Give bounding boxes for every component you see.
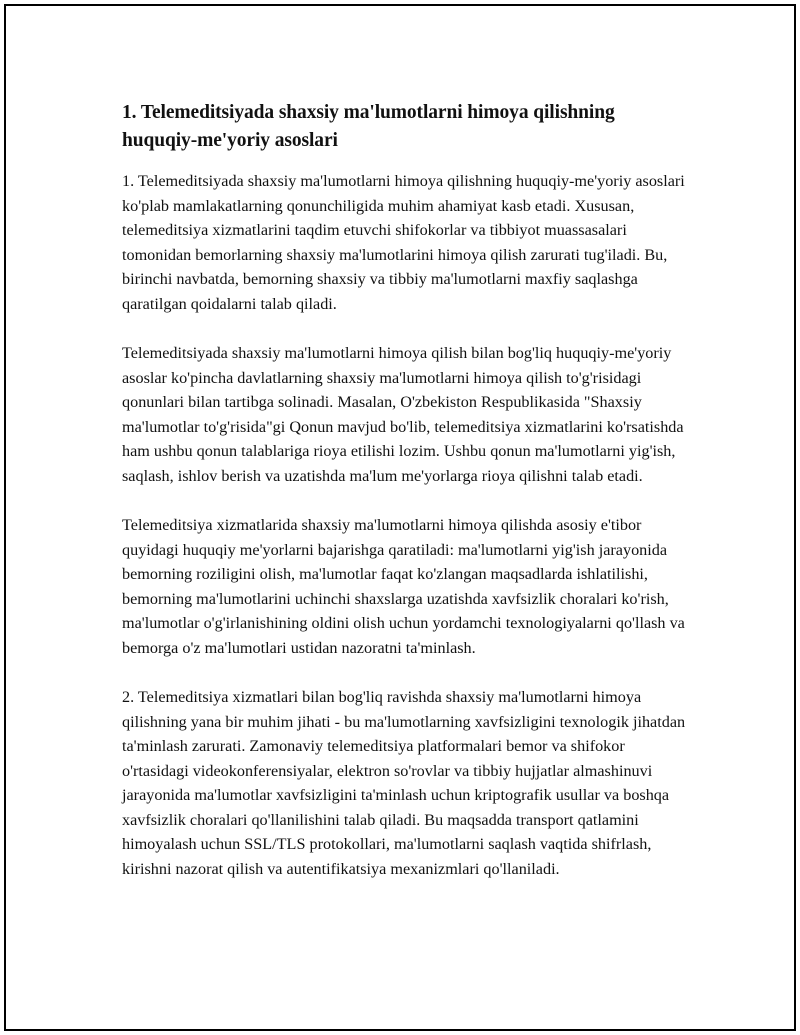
paragraph-1: 1. Telemeditsiyada shaxsiy ma'lumotlarni himoya qilishning huquqiy-me'yoriy asoslari ko'plab mamlakatlarning qonunchiligida muhim ahamiyat kasb etadi. Xususan, telemeditsiya xizmatlarini taqdim etuvchi shifokorlar va tibbiyot muassasalari tomonidan bemorlarning shaxsiy ma'lumotlarini himoya qilish zarurati tug'iladi. Bu, birinchi navbatda, bemorning shaxsiy va tibbiy ma'lumotlarni maxfiy saqlashga qaratilgan qoidalarni talab qiladi. bbox=[122, 172, 685, 313]
document-title: 1. Telemeditsiyada shaxsiy ma'lumotlarni himoya qilishning huquqiy-me'yoriy asoslari bbox=[122, 102, 615, 151]
document-body bbox=[122, 99, 690, 906]
page-frame bbox=[4, 4, 796, 1031]
paragraph-2: Telemeditsiyada shaxsiy ma'lumotlarni himoya qilish bilan bog'liq huquqiy-me'yoriy asoslar ko'pincha davlatlarning shaxsiy ma'lumotlarni himoya qilish to'g'risidagi qonunlari bilan tartibga solinadi. Masalan, O'zbekiston Respublikasida "Shaxsiy ma'lumotlar to'g'risida"gi Qonun mavjud bo'lib, telemeditsiya xizmatlarini ko'rsatishda ham ushbu qonun talablariga rioya etilishi lozim. Ushbu qonun ma'lumotlarni yig'ish, saqlash, ishlov berish va uzatishda ma'lum me'yorlarga rioya qilishni talab etadi. bbox=[122, 344, 684, 485]
paragraph-3: Telemeditsiya xizmatlarida shaxsiy ma'lumotlarni himoya qilishda asosiy e'tibor quyidagi huquqiy me'yorlarni bajarishga qaratiladi: ma'lumotlarni yig'ish jarayonida bemorning roziligini olish, ma'lumotlar faqat ko'zlangan maqsadlarda ishlatilishi, bemorning ma'lumotlarini uchinchi shaxslarga uzatishda xavfsizlik choralari ko'rish, ma'lumotlar o'g'irlanishining oldini olish uchun yordamchi texnologiyalarni qo'llash va bemorga o'z ma'lumotlari ustidan nazoratni ta'minlash. bbox=[122, 516, 685, 657]
paragraph-4: 2. Telemeditsiya xizmatlari bilan bog'liq ravishda shaxsiy ma'lumotlarni himoya qilishning yana bir muhim jihati - bu ma'lumotlarning xavfsizligini texnologik jihatdan ta'minlash zarurati. Zamonaviy telemeditsiya platformalari bemor va shifokor o'rtasidagi videokonferensiyalar, elektron so'rovlar va tibbiy hujjatlar almashinuvi jarayonida ma'lumotlar xavfsizligini ta'minlash uchun kriptografik usullar va boshqa xavfsizlik choralari qo'llanilishini talab qiladi. Bu maqsadda transport qatlamini himoyalash uchun SSL/TLS protokollari, ma'lumotlarni saqlash vaqtida shifrlash, kirishni nazorat qilish va autentifikatsiya mexanizmlari qo'llaniladi. bbox=[122, 688, 686, 878]
